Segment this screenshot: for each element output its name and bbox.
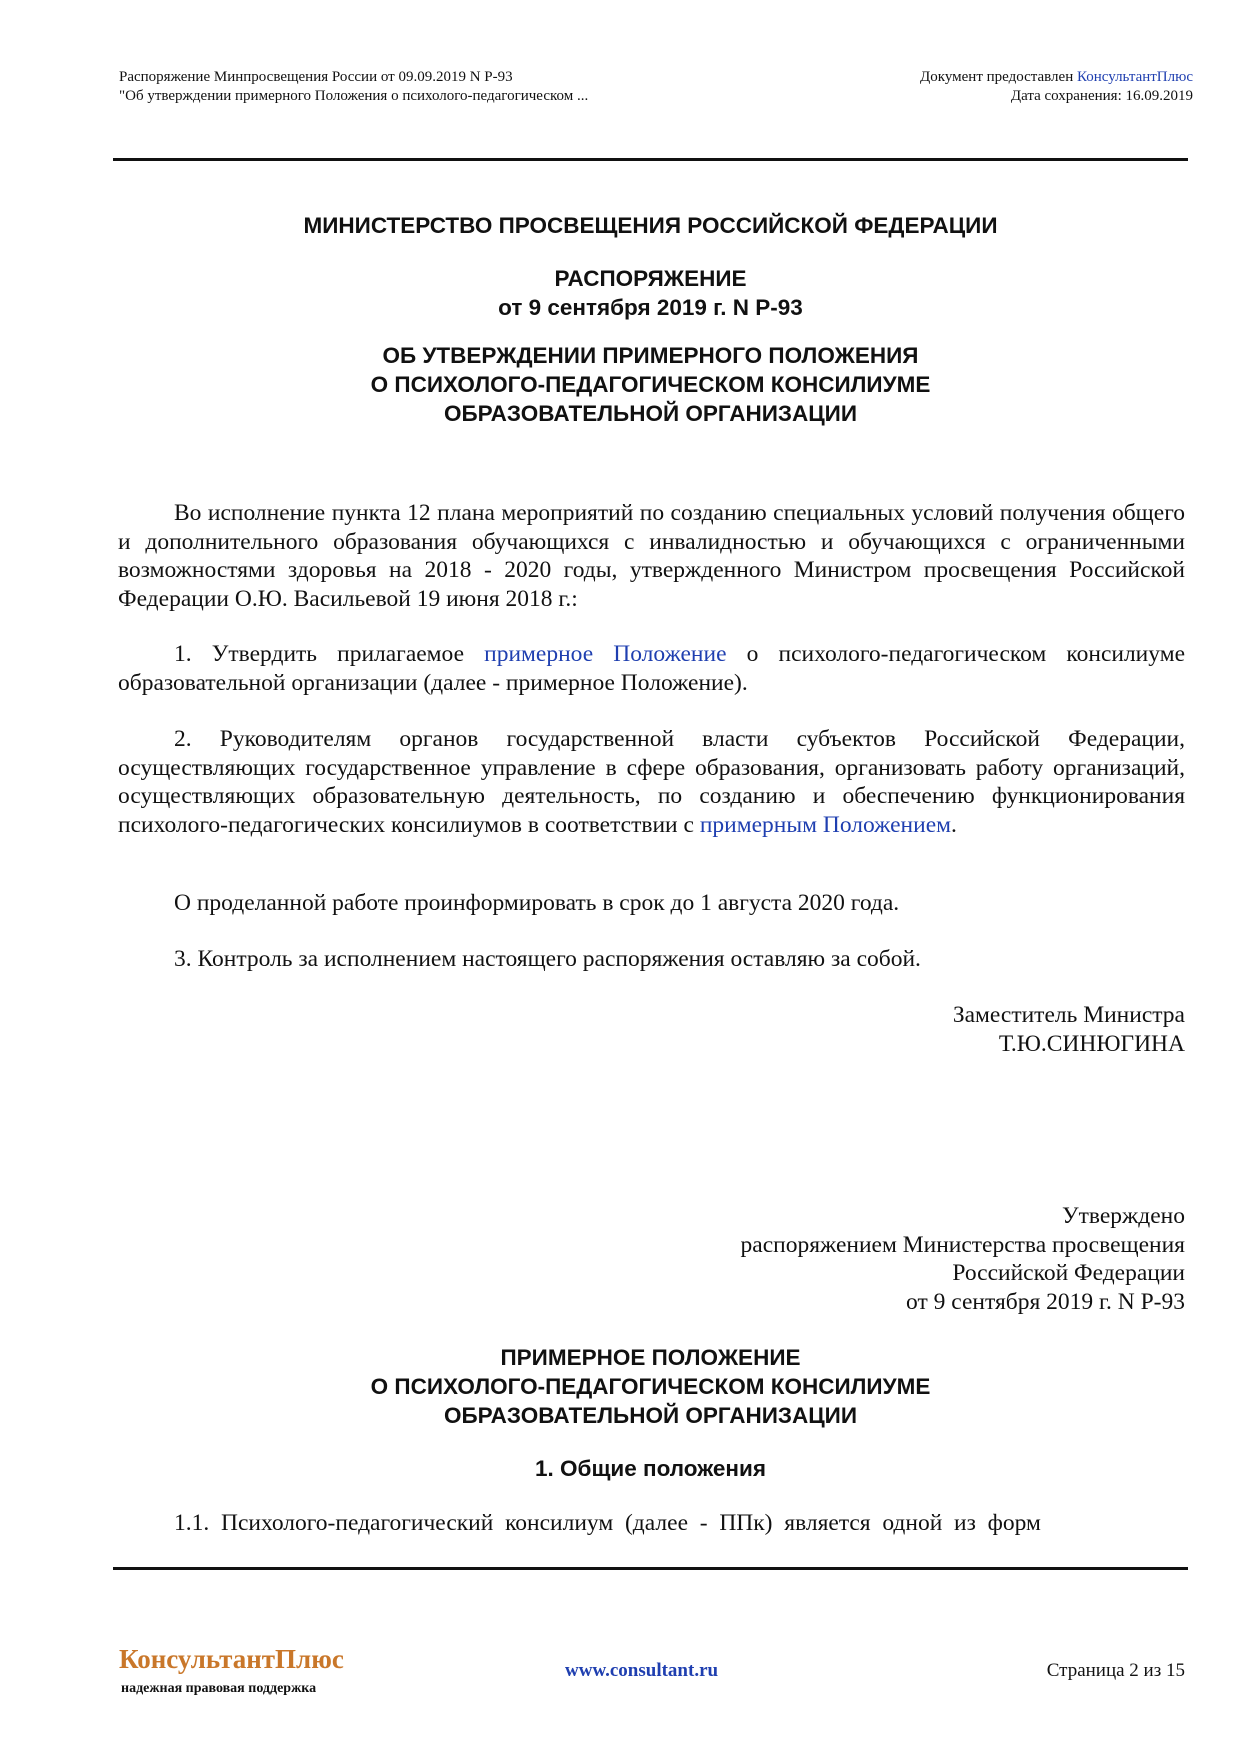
header-document-title <box>119 68 588 106</box>
model-regulation-link-2[interactable]: примерным Положением <box>699 811 951 838</box>
consultant-plus-logo[interactable]: КонсультантПлюс <box>119 1644 344 1674</box>
brand-tagline: надежная правовая поддержка <box>121 1681 317 1696</box>
consultant-link[interactable]: КонсультантПлюс <box>1076 69 1193 85</box>
subject-line-1: ОБ УТВЕРЖДЕНИИ ПРИМЕРНОГО ПОЛОЖЕНИЯ <box>382 343 919 368</box>
header-title-line2: "Об утверждении примерного Положения о психолого-педагогическом ... <box>119 88 589 104</box>
website-link[interactable]: www.consultant.ru <box>565 1660 719 1681</box>
save-date: Дата сохранения: 16.09.2019 <box>1010 88 1193 104</box>
approval-line-1: Утверждено <box>1062 1203 1185 1229</box>
approval-line-3: Российской Федерации <box>952 1260 1185 1286</box>
provided-by-label: Документ предоставлен <box>920 69 1077 85</box>
item-1-text-end: о психолого-педагогическом консилиуме образовательной организации (далее - примерное Положение). <box>118 641 1185 696</box>
preamble-paragraph: Во исполнение пункта 12 плана мероприятий по созданию специальных условий получения общего и дополнительного образования обучающихся с инвалидностью и обучающихся с ограниченными возможностями здоровья на 2018 - 2020 годы, утвержденного Министром просвещения Российской Федерации О.Ю. Васильевой 19 июня 2018 г.: <box>118 500 1185 612</box>
order-type: РАСПОРЯЖЕНИЕ <box>554 266 747 291</box>
item-1-paragraph <box>118 640 1185 697</box>
clause-1-1-first-line: 1.1. Психолого-педагогический консилиум (далее - ППк) является одной из форм <box>174 1510 1041 1536</box>
ministry-heading <box>113 211 1188 240</box>
annex-title-line-1: ПРИМЕРНОЕ ПОЛОЖЕНИЕ <box>500 1345 801 1370</box>
order-subject <box>113 341 1188 428</box>
annex-title <box>113 1343 1188 1430</box>
report-paragraph: О проделанной работе проинформировать в срок до 1 августа 2020 года. <box>174 890 900 916</box>
item-2-paragraph <box>118 725 1185 839</box>
item-1-text-start: 1. Утвердить прилагаемое <box>174 641 485 667</box>
model-regulation-link[interactable]: примерное Положение <box>484 641 727 667</box>
ministry-name: МИНИСТЕРСТВО ПРОСВЕЩЕНИЯ РОССИЙСКОЙ ФЕДЕРАЦИИ <box>303 213 998 238</box>
annex-title-line-3: ОБРАЗОВАТЕЛЬНОЙ ОРГАНИЗАЦИИ <box>443 1403 858 1428</box>
signatory-position: Заместитель Министра <box>952 1002 1185 1028</box>
order-heading <box>113 264 1188 322</box>
order-date: от 9 сентября 2019 г. N Р-93 <box>498 295 803 320</box>
approval-line-2: распоряжением Министерства просвещения <box>740 1231 1185 1258</box>
signatory-name: Т.Ю.СИНЮГИНА <box>998 1030 1185 1057</box>
item-3-paragraph: 3. Контроль за исполнением настоящего распоряжения оставляю за собой. <box>174 946 921 972</box>
annex-title-line-2: О ПСИХОЛОГО-ПЕДАГОГИЧЕСКОМ КОНСИЛИУМЕ <box>370 1374 931 1399</box>
header-title-line1: Распоряжение Минпросвещения России от 09.09.2019 N Р-93 <box>119 69 513 85</box>
subject-line-2: О ПСИХОЛОГО-ПЕДАГОГИЧЕСКОМ КОНСИЛИУМЕ <box>370 372 931 397</box>
item-2-end: . <box>951 811 957 838</box>
section-heading <box>113 1454 1188 1483</box>
header-divider <box>113 158 1188 161</box>
approval-line-4: от 9 сентября 2019 г. N Р-93 <box>906 1288 1185 1315</box>
header-provider-info <box>920 68 1193 106</box>
page-number: Страница 2 из 15 <box>1046 1660 1185 1681</box>
item-2-text: 2. Руководителям органов государственной власти субъектов Российской Федерации, осуществляющих государственное управление в сфере образования, организовать работу организаций, осуществляющих образовательную деятельность, по созданию и обеспечению функционирования психолого-педагогических консилиумов в соответствии с <box>118 726 1185 838</box>
signature-block <box>953 1001 1185 1058</box>
subject-line-3: ОБРАЗОВАТЕЛЬНОЙ ОРГАНИЗАЦИИ <box>443 401 858 426</box>
approval-block <box>741 1202 1185 1316</box>
section-1-title: 1. Общие положения <box>535 1456 766 1481</box>
footer-divider <box>113 1567 1188 1570</box>
